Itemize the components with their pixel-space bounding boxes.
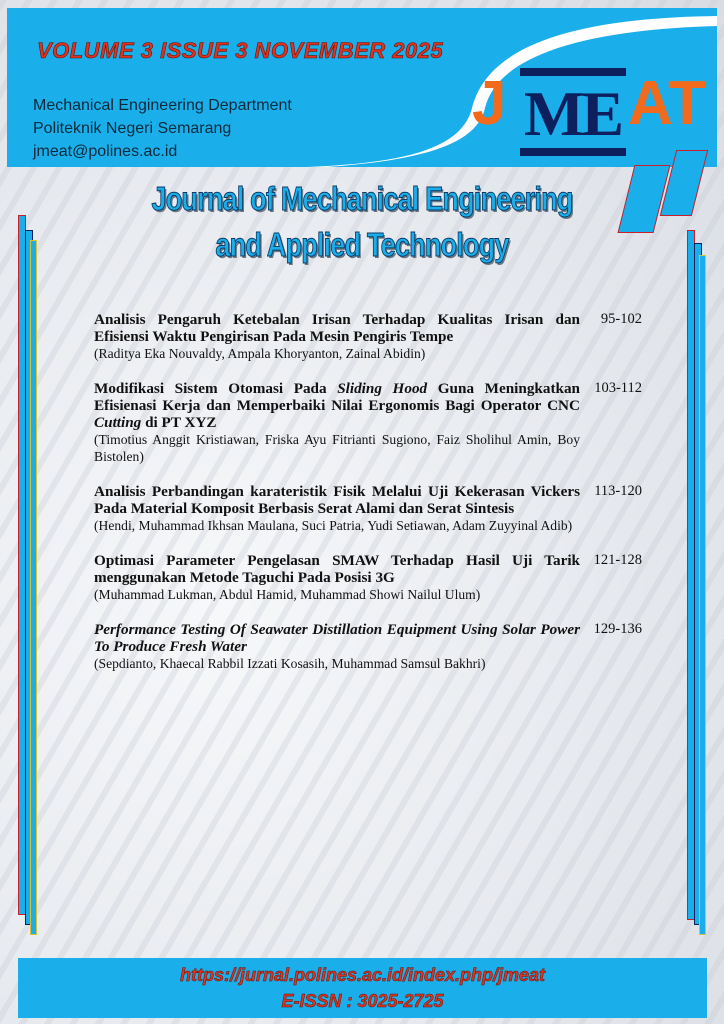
title-segment: Optimasi Parameter Pengelasan SMAW Terhadap Hasil Uji Tarik menggunakan Metode Taguchi Pada Posisi 3G — [94, 552, 580, 586]
journal-url[interactable]: https://jurnal.polines.ac.id/index.php/jmeat — [179, 965, 546, 985]
toc-item[interactable] — [94, 380, 642, 465]
article-pages: 113-120 — [594, 483, 642, 499]
title-segment: Performance Testing Of Seawater Distillation Equipment Using Solar Power To Produce Fresh Water — [94, 621, 580, 655]
volume-issue: VOLUME 3 ISSUE 3 NOVEMBER 2025 — [37, 38, 444, 63]
journal-title-line2: and Applied Technology — [215, 226, 509, 263]
title-segment: Modifikasi Sistem Otomasi Pada — [94, 380, 338, 397]
journal-title-line1: Journal of Mechanical Engineering — [151, 180, 573, 217]
toc-item[interactable] — [94, 483, 642, 534]
title-segment: Cutting — [94, 414, 142, 431]
eissn: E-ISSN : 3025-2725 — [281, 991, 444, 1011]
cover-footer — [18, 958, 707, 1018]
article-authors: (Hendi, Muhammad Ikhsan Maulana, Suci Patria, Yudi Setiawan, Adam Zuyyinal Adib) — [94, 518, 573, 533]
table-of-contents — [94, 311, 642, 690]
article-pages: 103-112 — [594, 380, 642, 396]
article-title[interactable] — [94, 483, 580, 517]
institution: Politeknik Negeri Semarang — [33, 120, 232, 137]
title-segment: Sliding Hood — [337, 380, 428, 397]
article-pages: 121-128 — [593, 552, 642, 568]
title-segment: Analisis Perbandingan karateristik Fisik Melalui Uji Kekerasan Vickers Pada Material Komposit Berbasis Serat Alami dan Serat Sintesis — [94, 483, 580, 517]
article-title[interactable] — [94, 380, 580, 431]
article-authors: (Timotius Anggit Kristiawan, Friska Ayu Fitrianti Sugiono, Faiz Sholihul Amin, Boy Bistolen) — [94, 432, 580, 464]
article-title[interactable] — [94, 311, 580, 345]
vertical-bar-decoration — [699, 255, 706, 935]
vertical-bar-decoration — [30, 240, 37, 935]
email: jmeat@polines.ac.id — [33, 143, 178, 160]
title-segment: Analisis Pengaruh Ketebalan Irisan Terhadap Kualitas Irisan dan Efisiensi Waktu Pengirisan Pada Mesin Pengiris Tempe — [94, 311, 580, 345]
article-title[interactable] — [94, 621, 580, 655]
title-segment: di PT XYZ — [141, 414, 217, 431]
title-segment: Guna Meningkatkan Efisienasi Kerja dan Memperbaiki Nilai Ergonomis Bagi Operator CNC — [94, 380, 580, 414]
article-authors: (Muhammad Lukman, Abdul Hamid, Muhammad Showi Nailul Ulum) — [94, 587, 481, 602]
article-authors: (Sepdianto, Khaecal Rabbil Izzati Kosasih, Muhammad Samsul Bakhri) — [94, 656, 486, 671]
jmeat-logo: J ME AT — [470, 68, 718, 158]
department: Mechanical Engineering Department — [33, 97, 292, 114]
toc-item[interactable] — [94, 621, 642, 672]
article-pages: 95-102 — [600, 311, 642, 327]
article-authors: (Raditya Eka Nouvaldy, Ampala Khoryanton, Zainal Abidin) — [94, 346, 426, 361]
article-title[interactable] — [94, 552, 580, 586]
toc-item[interactable] — [94, 311, 642, 362]
toc-item[interactable] — [94, 552, 642, 603]
article-pages: 129-136 — [593, 621, 642, 637]
publisher-info — [33, 94, 292, 163]
